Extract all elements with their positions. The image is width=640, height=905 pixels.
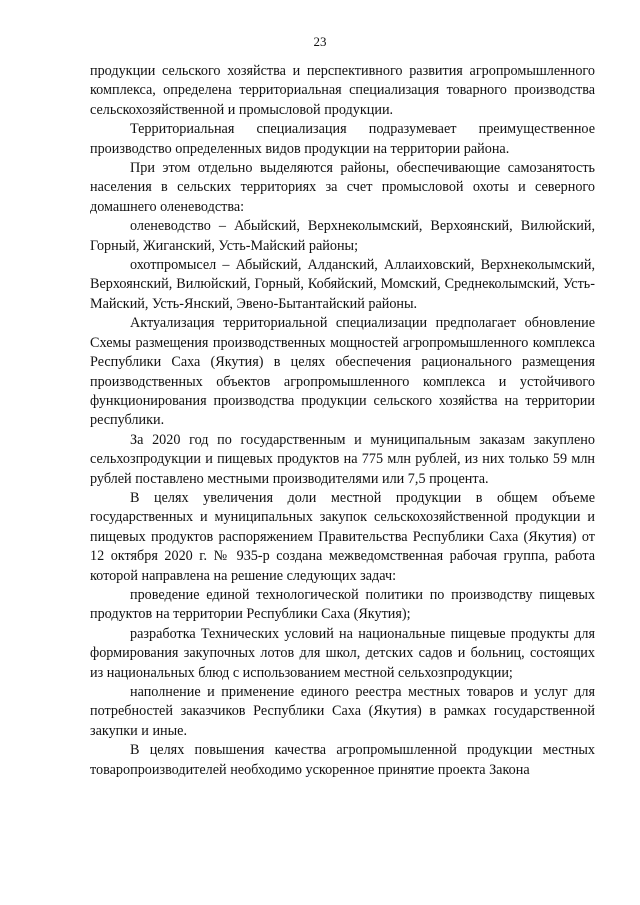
paragraph-self-employment-districts: При этом отдельно выделяются районы, обеспечивающие самозанятость населения в сельских территориях за счет промысловой охоты и северного домашнего оленеводства: [90,160,595,215]
list-item-hunting: охотпромысел – Абыйский, Алданский, Аллаиховский, Верхнеколымский, Верхоянский, Вилюйский, Горный, Кобяйский, Момский, Среднеколымский, Усть-Майский, Усть-Янский, Эвено-Бытантайский районы. [90,257,595,312]
list-item-technology-policy: проведение единой технологической политики по производству пищевых продуктов на территории Республики Саха (Якутия); [90,586,595,623]
paragraph-quality-law: В целях повышения качества агропромышленной продукции местных товаропроизводителей необходимо ускоренное принятие проекта Закона [90,742,595,778]
paragraph-working-group: В целях увеличения доли местной продукции в общем объеме государственных и муниципальных закупок сельскохозяйственной продукции и пищевых продуктов распоряжением Правительства Республики Саха (Якутия) от 12 октября 2020 г. № 935-р создана межведомственная рабочая группа, работа которой направлена на решение следующих задач: [90,489,595,584]
list-item-technical-conditions: разработка Технических условий на национальные пищевые продукты для формирования закупочных лотов для школ, детских садов и больниц, состоящих из национальных блюд с использованием местной сельхозпродукции; [90,625,595,681]
paragraph-procurement-2020: За 2020 год по государственным и муниципальным заказам закуплено сельхозпродукции и пищевых продуктов на 775 млн рублей, из них только 59 млн рублей поставлено местными производителями или 7,5 процента. [90,431,595,487]
paragraph-continuation: продукции сельского хозяйства и перспективного развития агропромышленного комплекса, определена территориальная специализация товарного производства сельскохозяйственной и промысловой продукции. [90,63,595,118]
list-item-registry: наполнение и применение единого реестра местных товаров и услуг для потребностей заказчиков Республики Саха (Якутия) в рамках государственной закупки и иные. [90,684,595,739]
paragraph-actualization: Актуализация территориальной специализации предполагает обновление Схемы размещения производственных мощностей агропромышленного комплекса Республики Саха (Якутия) в целях обеспечения рационального размещения производственных объектов агропромышленного комплекса и устойчивого функционирования производства продукции сельского хозяйства на территории республики. [90,315,595,429]
paragraph-territorial-specialization: Территориальная специализация подразумевает преимущественное производство определенных видов продукции на территории района. [90,121,595,157]
page-number: 23 [313,34,327,49]
document-body [90,62,595,780]
list-item-reindeer-herding: оленеводство – Абыйский, Верхнеколымский, Верхоянский, Вилюйский, Горный, Жиганский, Усть-Майский районы; [90,218,595,254]
